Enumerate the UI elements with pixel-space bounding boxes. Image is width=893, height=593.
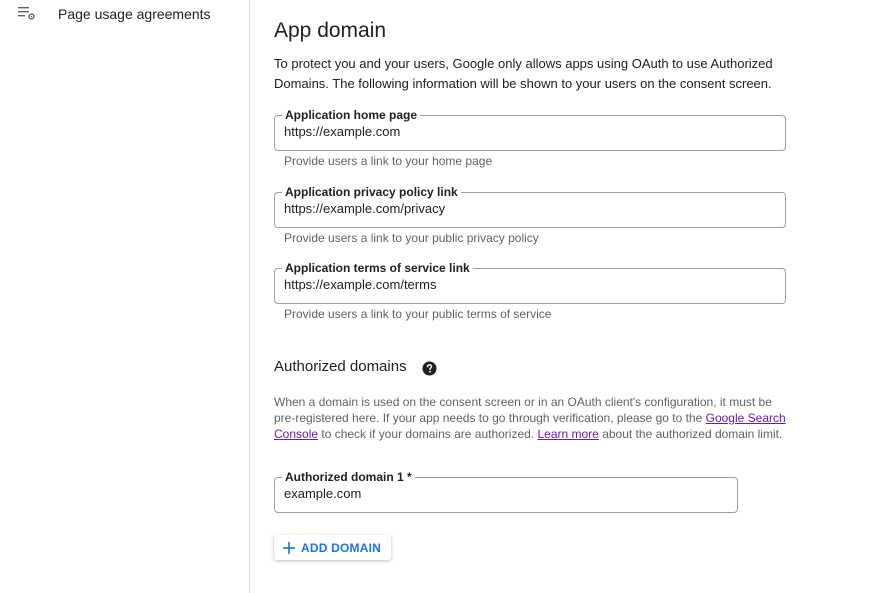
- privacy-policy-label: Application privacy policy link: [282, 184, 461, 200]
- privacy-policy-hint: Provide users a link to your public privacy policy: [284, 231, 539, 245]
- list-settings-icon: [18, 6, 36, 20]
- learn-more-link[interactable]: Learn more: [537, 427, 599, 441]
- home-page-field[interactable]: [274, 108, 786, 151]
- home-page-input[interactable]: [284, 124, 764, 139]
- sidebar-item-label: Page usage agreements: [58, 6, 211, 22]
- home-page-hint: Provide users a link to your home page: [284, 154, 493, 168]
- terms-of-service-hint: Provide users a link to your public terms of service: [284, 307, 552, 321]
- section-title-app-domain: App domain: [274, 19, 387, 42]
- google-search-console-link[interactable]: Google Search Console: [274, 411, 786, 441]
- authorized-domain-1-label: Authorized domain 1 *: [282, 469, 415, 485]
- description-text-part1: When a domain is used on the consent screen or in an OAuth client's configuration, it must be pre-registered here. If your app needs to go through verification, please go to the: [274, 395, 772, 425]
- plus-icon: [282, 541, 296, 555]
- description-text-part2: to check if your domains are authorized.: [318, 427, 538, 441]
- privacy-policy-input[interactable]: [284, 201, 764, 216]
- privacy-policy-field[interactable]: [274, 185, 786, 228]
- add-domain-button[interactable]: [274, 535, 391, 560]
- sidebar-item-page-usage-agreements[interactable]: [0, 0, 249, 28]
- section-title-authorized-domains: Authorized domains: [274, 358, 407, 375]
- home-page-label: Application home page: [282, 107, 420, 123]
- authorized-domain-1-field[interactable]: [274, 470, 738, 513]
- terms-of-service-label: Application terms of service link: [282, 260, 473, 276]
- add-domain-label: ADD DOMAIN: [301, 540, 381, 555]
- authorized-domains-description: [274, 394, 794, 442]
- app-domain-description: To protect you and your users, Google only allows apps using OAuth to use Authorized Domains. The following information will be shown to your users on the consent screen.: [274, 56, 773, 91]
- terms-of-service-input[interactable]: [284, 277, 764, 292]
- main-content: [250, 0, 893, 593]
- terms-of-service-field[interactable]: [274, 261, 786, 304]
- help-circle-icon[interactable]: [422, 361, 437, 376]
- authorized-domain-1-input[interactable]: [284, 486, 724, 501]
- description-text-part3: about the authorized domain limit.: [598, 427, 783, 441]
- sidebar: [0, 0, 250, 593]
